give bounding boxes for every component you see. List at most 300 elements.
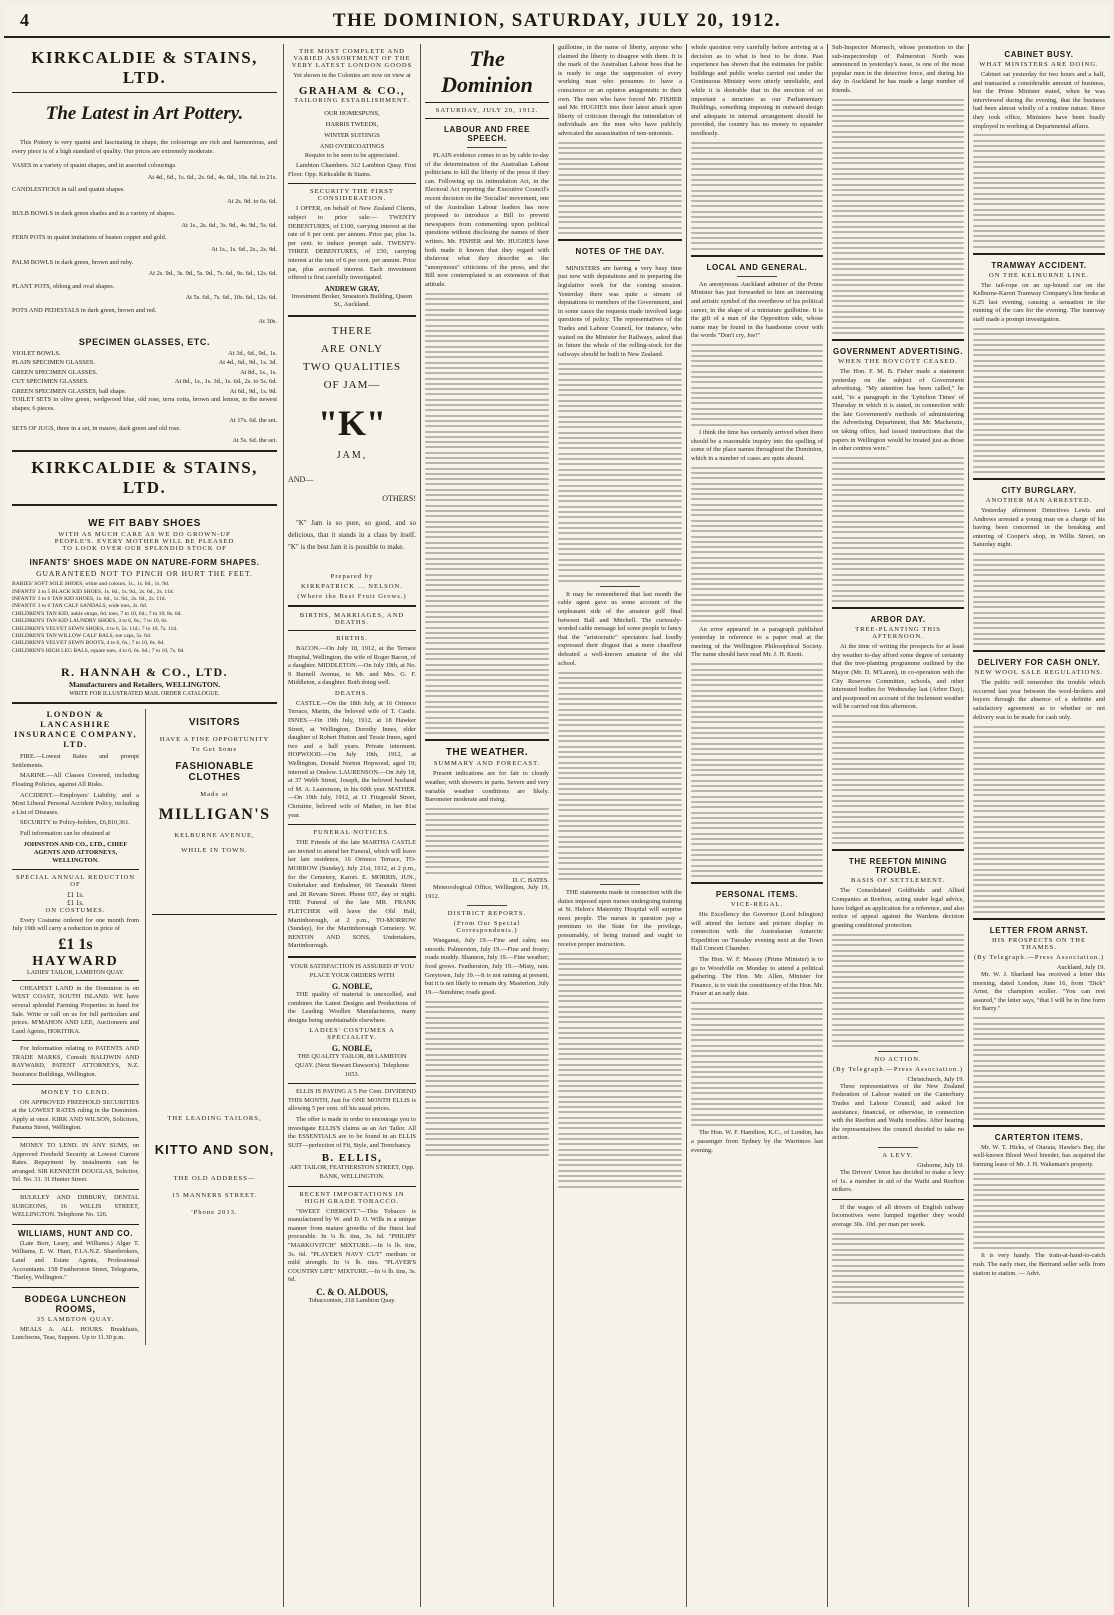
aldous-title: C. & O. ALDOUS, [316,1286,388,1297]
jam-ad [288,322,416,600]
editorial-text: PLAIN evidence comes to us by cable to-day of the determination of the Australian Labour politicians to kill the liberty of the press if they can. Following up its intimidation Act, in the Electoral Act reporting the Executive Council's recent decision on the 'Socialist' movement, one of the Australian Labour leaders has now proposed to introduce a Bill to prevent newspapers from commenting upon political questions without disclosing the names of their writers. Mr. FISHER and Mr. HUGHES have both made it known that they regard with disfavour what they describe as the "anonymous" criticisms of the press, and the Bill now contemplated is an extension of that attitude. [425,152,549,288]
text-line [425,840,549,842]
text-line [691,504,823,506]
text-line [691,514,823,516]
text-block: PALM BOWLS in dark green, brown and ruby. [12,258,134,266]
text-line [558,553,682,555]
text-line [832,332,964,334]
text-block: Yesterday afternoon Detectives Lewis and Andrews arrested a young man on a charge of his having been concerned in the breaking and entering of Cooper's shop, in Willis Street, on Saturday night. [973,506,1105,549]
text-line [832,742,964,744]
text-line [973,779,1105,781]
text-line [425,563,549,565]
text-line [425,616,549,618]
text-block: WINTER SUITINGS [324,131,380,139]
text-line [691,753,823,755]
text-line [691,774,823,776]
text-line [973,203,1105,205]
pottery-item [12,307,277,316]
text-line [832,758,964,760]
arbor-heading: ARBOR DAY. [870,615,926,625]
text-block: Christchurch, July 19. [907,1075,964,1083]
text-line [691,854,823,856]
text-line [558,815,682,817]
text-line [832,157,964,159]
text-line [973,805,1105,807]
text-line [691,350,823,352]
text-block: PLAIN SPECIMEN GLASSES. [12,359,95,367]
text-line [832,305,964,307]
text-line [973,370,1105,372]
text-line [558,179,682,181]
text-line [832,558,964,560]
text-line [691,583,823,585]
text-line [832,189,964,191]
text-line [691,817,823,819]
text-line [973,1205,1105,1207]
text-block: KIRKPATRICK ... NELSON. [301,582,403,590]
money-ad-2: MONEY TO LEND. IN ANY SUMS, on Approved Freehold Security at Lowest Current Rates. Repayment by instalments can be arranged. SIR KENNETH DOUGLAS, Solicitor, Tel. No. 31. 31 Hunter Street. [12,1142,139,1184]
text-line [832,955,964,957]
text-block: Investment Broker, Smeaton's Building, Queen St., Auckland. [291,292,413,309]
text-line [691,679,823,681]
text-line [691,578,823,580]
text-line [832,109,964,111]
text-line [832,542,964,544]
text-line [832,826,964,828]
text-line [691,371,823,373]
text-line [973,1178,1105,1180]
text-block: THE statements made in connection with the duties imposed upon nurses undergoing training at St. Helen's Maternity Hospital will surprise most people. The nurses in question pay a premium to the State for the privilege, presumably, of being trained and ought to receive proper instruction. [558,889,682,948]
text-line [973,757,1105,759]
text-line [558,1133,682,1135]
text-line [691,168,823,170]
text-line [691,674,823,676]
column-2 [288,44,416,1607]
text-line [558,200,682,202]
text-line [558,1021,682,1023]
text-line [691,1108,823,1110]
text-block: Three representatives of the New Zealand Federation of Labour waited on the Canterbury Trades and Labour Council, and asked for assistance, financial, or otherwise, in connection with the Reefton and Waihi troubles. After hearing the representatives the council decided to take no action. [832,1082,964,1142]
text-line [691,551,823,553]
divider [288,315,416,317]
text-line [558,485,682,487]
divider [288,183,416,184]
text-line [558,1186,682,1188]
text-line [973,1044,1105,1046]
text-line [425,1054,549,1056]
text-block: 'Phone 2013. [191,1209,238,1217]
text-line [973,559,1105,561]
text-line [832,721,964,723]
text-line [691,843,823,845]
text-block: The public will remember the trouble which occurred last year between the wool-brokers and buyers through the absence of a definite and satisfactory agreement as to whether or not delivery was to be made for cash only. [973,679,1105,721]
text-line [558,698,682,700]
text-line [691,232,823,234]
text-line [558,384,682,386]
text-line [558,216,682,218]
text-line [558,672,682,674]
text-line [425,1022,549,1024]
text-line [832,1275,964,1277]
text-line [558,548,682,550]
divider [686,44,687,1607]
text-line [425,1096,549,1098]
text-line [558,783,682,785]
divider [12,1224,139,1225]
text-line [425,436,549,438]
text-block: NO ACTION. [874,1055,922,1063]
text-line [558,719,682,721]
divider [973,478,1105,480]
text-line [973,1028,1105,1030]
text-block: INFANTS' 3 to 6 TAN KID SHOES, 1s. 6d., 1s. 9d., 2s. 6d., 2s. 11d. [12,595,166,602]
text-line [558,474,682,476]
text-line [832,715,964,717]
text-block: OUR HOMESPUNS, [324,109,380,117]
text-line [558,400,682,402]
text-block: THE LEADING TAILORS, [167,1115,262,1123]
text-line [425,452,549,454]
text-line [425,727,549,729]
text-line [973,177,1105,179]
divider [467,147,507,148]
divider [600,586,640,587]
text-line [832,205,964,207]
text-line [973,413,1105,415]
text-line [425,404,549,406]
text-line [691,216,823,218]
text-line [973,434,1105,436]
pottery-item [12,210,277,219]
text-line [832,805,964,807]
text-line [691,1098,823,1100]
text-line [832,600,964,602]
text-line [832,950,964,952]
text-block: An anonymous Auckland admirer of the Prime Minister has just forwarded to him an interesting and artistic symbol of the overthrow of his political career, in the shape of a miniature guillotine. It is the gift of a man of the Opposition side, whose name may be found in the handsome cover with the words "Don't cry, Joe!" [691,280,823,340]
text-line [558,878,682,880]
text-line [425,399,549,401]
text-line [425,732,549,734]
text-block: The tail-rope on an up-bound car on the Kelburne-Karori Tramway Company's line broke at 6.25 last evening, causing a sensation in the running of the cars for the evening. The tramway staff made a prompt investigation. [973,281,1105,324]
text-block: LADIES' TAILOR, LAMBTON QUAY. [27,969,124,976]
text-block: 15 MANNERS STREET. [171,1192,258,1200]
text-line [973,606,1105,608]
text-line [558,442,682,444]
text-block: A LEVY. [882,1152,914,1159]
text-line [425,813,549,815]
text-line [558,1053,682,1055]
text-line [832,162,964,164]
text-block: G. NOBLE, [331,982,373,992]
text-line [832,316,964,318]
text-line [425,303,549,305]
text-line [973,402,1105,404]
text-line [558,735,682,737]
text-line [832,252,964,254]
text-line [425,1069,549,1071]
text-line [691,1061,823,1063]
text-line [425,1059,549,1061]
text-line [558,1027,682,1029]
text-block: Auckland, July 19. [1056,963,1105,971]
text-line [832,311,964,313]
text-line [832,590,964,592]
text-block: The Hon. W. F. Hamilton, K.C., of London, has a passenger from Sydney by the Warrimoo last evening. [691,1129,823,1154]
text-line [425,1032,549,1034]
divider [420,44,421,1607]
kitto-title: KITTO AND SON, [154,1142,275,1158]
text-line [832,221,964,223]
text-block: ANOTHER MAN ARRESTED. [985,496,1093,504]
text-line [425,510,549,512]
text-line [691,806,823,808]
text-line [425,653,549,655]
text-line [558,469,682,471]
divider [832,849,964,851]
text-line [691,546,823,548]
divider [288,956,416,958]
column-6 [691,44,823,1607]
text-line [691,588,823,590]
text-line [558,453,682,455]
text-line [973,140,1105,142]
text-line [832,779,964,781]
text-block: At the time of writing the prospects for at least dry weather to-day afford some degree of certainty that the tree-planting programme outlined by the Mayor (Mr. D. M'Laren), in co-operation with the City Reserves Committee, schools, and other interested bodies for Wednesday last (Arbor Day), and postponed on account of the inclement weather will be carried out this afternoon. [832,643,964,711]
text-line [691,541,823,543]
text-line [425,1085,549,1087]
text-line [558,1111,682,1113]
text-line [558,174,682,176]
personal-heading: PERSONAL ITEMS. [715,890,799,900]
text-line [832,1302,964,1304]
kirkcaldie-title-2: KIRKCALDIE & STAINS, LTD. [31,458,258,498]
text-line [691,355,823,357]
text-line [691,392,823,394]
text-line [425,600,549,602]
text-line [832,563,964,565]
text-line [425,531,549,533]
pottery-item [12,283,277,292]
text-line [558,687,682,689]
hannah-title: R. HANNAH & CO., LTD. [61,665,228,680]
text-line [425,835,549,837]
text-line [973,1075,1105,1077]
text-block: At 8d., 1s., 1s. 3d., 1s. 6d., 2s. to 5s. 6d. [174,378,277,386]
text-block: Meteorological Office, Wellington, July 19, 1912. [425,883,549,900]
text-line [558,693,682,695]
text-line [558,1048,682,1050]
text-line [832,173,964,175]
text-line [832,1291,964,1293]
text-line [558,522,682,524]
text-line [973,1210,1105,1212]
ellis-title: B. ELLIS, [321,1152,383,1165]
divider [12,92,277,93]
text-line [425,314,549,316]
text-line [558,152,682,154]
text-line [832,752,964,754]
text-line [973,471,1105,473]
text-line [973,219,1105,221]
text-line [832,210,964,212]
text-line [558,1000,682,1002]
text-line [425,1128,549,1130]
divider [973,1125,1105,1127]
text-line [691,669,823,671]
text-line [691,1114,823,1116]
text-block: CANDLESTICKS in tall and quaint shapes. [12,186,125,194]
text-line [425,1122,549,1124]
hannah-line: WRITE FOR ILLUSTRATED MAIL ORDER CATALOGUE. [69,691,220,698]
pottery-item [12,162,277,171]
text-line [691,573,823,575]
text-block: THE Friends of the late MARTHA CASTLE are invited to attend her Funeral, which will leave her late residence, 16 Orinoco Terrace, TO-MORROW (Sunday), July 21st, 1912, at 2 p.m., for the Cemetery, Karori. E. MORRIS, JUN., Undertaker and Embalmer, 60 Taranaki Street and 28 Revans Street. Phone 937, day or night. THE Funeral of the late MR. FRANK FLETCHER will leave the Old Hall, Martinborough, at 2 p.m., TO-MORROW (Sunday), for the Martinborough Cemetery. W. BENTON AND SONS, Undertakers, Martinborough. [288,839,416,950]
text-block: FIRE.—Lowest Rates and prompt Settlements. [12,753,139,769]
text-line [691,562,823,564]
text-line [691,870,823,872]
text-line [425,356,549,358]
text-line [425,690,549,692]
text-block: The Drivers' Union has decided to make a levy of 1s. a member in aid of the Waihi and Reefton strikers. [832,1169,964,1194]
text-block: To Get Some [191,746,238,754]
text-line [425,378,549,380]
text-line [832,237,964,239]
text-line [973,360,1105,362]
text-line [558,724,682,726]
text-line [425,642,549,644]
divider [827,44,828,1607]
text-line [558,211,682,213]
text-block: TREE-PLANTING THIS AFTERNOON. [855,626,941,641]
specimen-list [12,349,277,445]
text-line [425,446,549,448]
text-line [691,163,823,165]
text-line [973,333,1105,335]
divider [12,702,277,704]
text-line [425,1001,549,1003]
text-line [691,1066,823,1068]
text-line [973,392,1105,394]
text-line [425,521,549,523]
text-line [973,831,1105,833]
text-line [425,589,549,591]
text-line [973,209,1105,211]
text-line [832,1238,964,1240]
text-line [973,225,1105,227]
text-line [558,852,682,854]
divider [288,1083,416,1084]
text-line [691,1034,823,1036]
text-line [558,1016,682,1018]
pottery-price: At 4d., 6d., 1s. 6d., 2s. 6d., 4s. 6d., 10s. 6d. to 21s. [147,173,277,181]
text-line [973,1226,1105,1228]
text-line [425,605,549,607]
text-line [691,838,823,840]
text-block: BASIS OF SETTLEMENT. [850,877,946,885]
text-line [832,731,964,733]
text-line [558,479,682,481]
text-line [832,992,964,994]
pottery-item [12,259,277,268]
text-line [558,979,682,981]
text-line [691,1087,823,1089]
text-line [973,444,1105,446]
text-block: It is very handy. The train-at-hand-to-catch rush. The early riser, the Bertrand seller sells from station to station. — Advt. [973,1252,1105,1277]
text-line [425,367,549,369]
text-block: GREEN SPECIMEN GLASSES, ball shape. [12,387,127,395]
text-line [691,796,823,798]
text-line [558,389,682,391]
text-line [973,339,1105,341]
text-line [973,150,1105,152]
text-line [425,1027,549,1029]
divider [288,605,416,607]
text-line [691,557,823,559]
text-block: The offer is made in order to encourage you to investigate ELLIS'S claims as an Art Tailor. All the ESSENTIALS are to be found in an ELLIS SUIT—perfection of Fit, Style, and Trenchancy. [288,1116,416,1149]
text-line [558,232,682,234]
text-line [425,808,549,810]
pottery-price: At 1s., 2s. 6d., 3s. 9d., 4s. 9d., 5s. 6d. [181,221,277,229]
text-line [691,865,823,867]
divider [467,905,507,906]
text-line [558,379,682,381]
text-line [425,558,549,560]
text-block: HIS PROSPECTS ON THE THAMES. [991,936,1087,951]
text-line [558,495,682,497]
text-line [558,158,682,160]
text-line [425,325,549,327]
text-line [832,327,964,329]
divider [737,276,777,277]
text-line [691,402,823,404]
text-block: Wanganui, July 19.—Fine and calm; sea smooth. Palmerston, July 19.—Fine and frosty; roads muddy. Shannon, July 19.—Fine weather; food grows. Featherston, July 19.—Misty, rain. Greytown, July 19.—It is not raining at present, but it is not likely to remain dry. Masterton, July 19.—Sunshine; roads good. [425,937,549,996]
divider [425,102,549,103]
text-line [973,821,1105,823]
text-line [558,709,682,711]
text-line [832,131,964,133]
text-block: BABIES' SOFT SOLE SHOES, white and colours, 1s., 1s. 6d., 1s. 9d. [12,581,170,588]
text-line [425,431,549,433]
text-line [691,759,823,761]
editorial-heading: LABOUR AND FREE SPEECH. [443,125,531,143]
text-line [832,568,964,570]
text-line [832,242,964,244]
text-line [832,939,964,941]
notes-heading: NOTES OF THE DAY. [575,246,665,256]
text-line [558,756,682,758]
williams-title: WILLIAMS, HUNT AND CO. [17,1228,134,1238]
graham-title: GRAHAM & CO., [298,84,406,97]
text-line [973,1081,1105,1083]
text-line [425,706,549,708]
divider [12,980,139,981]
text-line [558,990,682,992]
text-block: SETS OF JUGS, three in a set, in mauve, dark green and old rose. [12,425,181,433]
text-block: CHILDREN'S VELVET SEWN SHOES, 4 to 6, 5s. 11d.; 7 to 10, 7s. 11d. [12,625,178,632]
text-block: TWO QUALITIES [302,360,402,373]
text-line [973,789,1105,791]
text-line [973,601,1105,603]
text-line [691,147,823,149]
text-block: SPECIAL ANNUAL REDUCTION OF [15,873,136,888]
col1-right-ads [152,709,277,1345]
text-line [425,701,549,703]
text-line [425,722,549,724]
text-line [558,1074,682,1076]
text-line [832,247,964,249]
text-line [973,816,1105,818]
text-line [973,1189,1105,1191]
